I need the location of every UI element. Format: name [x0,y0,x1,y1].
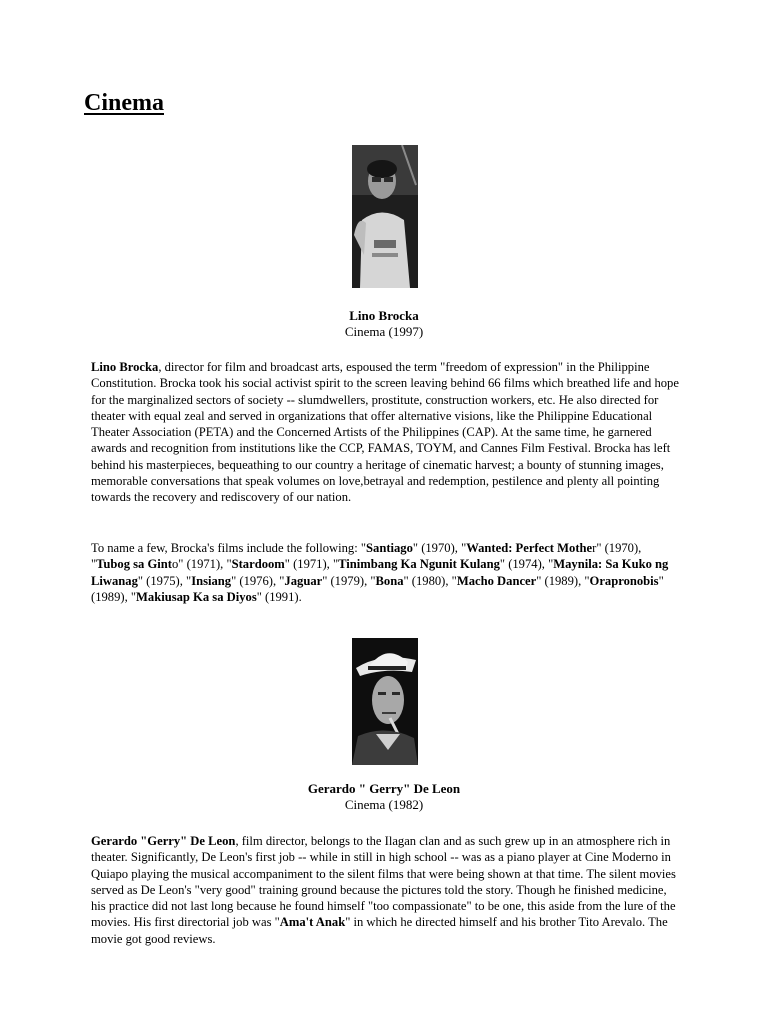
film-title: Ama't Anak [279,915,346,930]
film-title: Bona [375,573,404,588]
film-title: Macho Dancer [456,573,537,588]
film-year: " (1971), " [178,557,232,572]
film-year: " (1989), " [536,573,590,588]
bio-lead-name: Lino Brocka [91,360,159,374]
gerry-de-leon-bio [91,833,681,947]
film-title: Makiusap Ka sa Diyos [136,589,257,604]
page-title: Cinema [84,90,164,116]
film-title: Insiang [191,573,232,588]
gerry-de-leon-photo [352,638,418,765]
lino-brocka-photo [352,145,418,288]
artist-name: Lino Brocka [349,308,419,323]
film-title: Tinimbang Ka Ngunit Kulang [338,557,500,572]
bio-text: , film director, belongs to the Ilagan clan and as such grew up in an atmosphere rich in theater. Significantly, De Leon's first job -- while in still in high school -- was as a piano player at Cine Moderno in Quiapo playing the musical accompaniment to the silent films that were being shown at that time. The silent movies served as De Leon's "very good" training ground because the pictures told the story. Though he finished medicine, his practice did not last long because he found himself "too compassionate" to be one, this aside from the lure of the movies. His first directorial job was " [91,834,676,930]
film-title: Maynila: Sa Kuko ng Liwanag [91,557,669,588]
portrait-image [352,638,418,765]
film-title-tail: o [172,557,179,572]
film-year: " (1989), " [91,573,664,604]
film-title: Wanted: Perfect Mothe [466,541,593,555]
portrait-image [352,145,418,288]
artist-award: Cinema (1982) [344,797,424,812]
lino-brocka-films [91,540,681,605]
film-year: " (1991). [256,589,302,604]
film-title: Santiago [366,541,413,555]
film-year: " (1976), " [231,573,285,588]
film-year: " (1974), " [499,557,554,572]
gerry-de-leon-caption [84,781,684,813]
bio-text-tail: " in which he directed himself and his brother Tito Arevalo. The movie got good reviews. [91,915,668,946]
film-year: " (1975), " [137,573,192,588]
lino-brocka-bio [91,359,681,506]
film-title: Orapronobis [589,573,659,588]
artist-name: Gerardo " Gerry" De Leon [307,781,461,796]
lino-brocka-caption [84,308,684,340]
film-year: " (1979), " [322,573,376,588]
film-title: Tubog sa Gint [96,557,172,572]
bio-text: , director for film and broadcast arts, espoused the term "freedom of expression" in the Philippine Constitution. Brocka took his social activist spirit to the screen leaving behind 66 films which breathed life and hope for the marginalized sectors of society -- slumdwellers, prostitute, construction workers, etc. He also directed for theater with equal zeal and served in organizations that offer alternative visions, like the Philippine Educational Theater Association (PETA) and the Concerned Artists of the Philippines (CAP). At the same time, he garnered awards and recognition from institutions like the CCP, FAMAS, TOYM, and Cannes Film Festival. Brocka has left behind his masterpieces, bequeathing to our country a heritage of cinematic harvest; a bounty of stunning images, memorable conversations that speak volumes on love,betrayal and redemption, pestilence and plenty all pointing towards the recovery and rediscovery of our nation. [91,360,679,505]
film-year: " (1970), " [91,541,642,572]
film-year: " (1980), " [403,573,457,588]
film-year: " (1971), " [284,557,339,572]
films-intro: To name a few, Brocka's films include the following: " [91,541,367,555]
film-title: Stardoom [231,557,285,572]
artist-award: Cinema (1997) [344,324,424,339]
film-title-tail: r [592,541,597,555]
bio-lead-name: Gerardo "Gerry" De Leon [91,834,236,848]
film-year: " (1970), " [412,541,467,555]
film-title: Jaguar [284,573,323,588]
